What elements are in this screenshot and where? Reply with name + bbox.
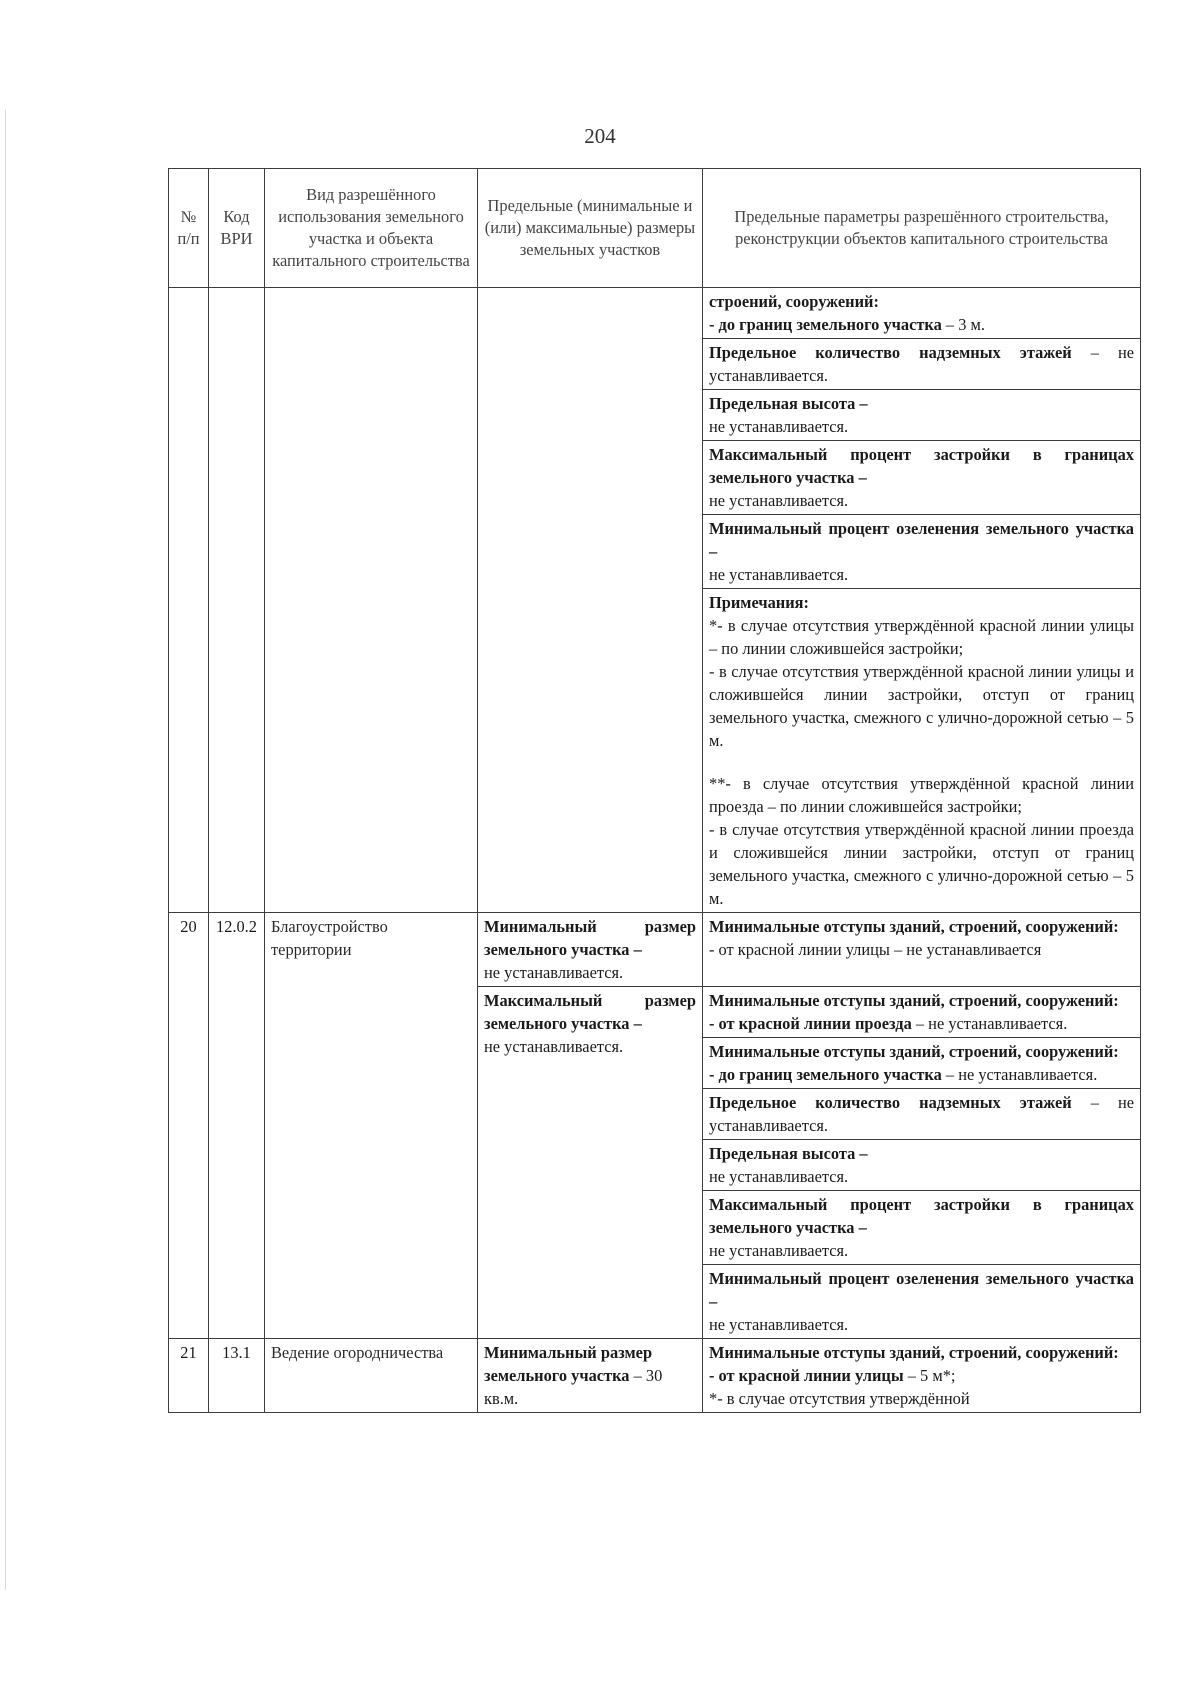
param-value: – 3 м.	[941, 315, 985, 334]
param-heading: Минимальный процент озеленения земельного участка –	[709, 1269, 1134, 1311]
param-heading: Минимальные отступы зданий, строений, сооружений:	[709, 991, 1119, 1010]
param-heading: Минимальные отступы зданий, строений, сооружений:	[709, 1042, 1119, 1061]
param-cell	[703, 515, 1141, 589]
param-heading: Предельное количество надземных этажей	[709, 1093, 1072, 1112]
param-value: не устанавливается.	[709, 417, 849, 436]
param-value: не устанавливается.	[709, 1167, 849, 1186]
size-value: не устанавливается.	[484, 1037, 624, 1056]
param-heading: Минимальные отступы зданий, строений, сооружений:	[709, 1343, 1119, 1362]
param-value: – не устанавливается.	[709, 1093, 1135, 1135]
param-heading: - от красной линии проезда	[709, 1014, 912, 1033]
cell-vri: Благоустройство территории	[265, 913, 478, 1339]
cell-num: 21	[169, 1339, 209, 1413]
scan-edge-line	[5, 110, 6, 1590]
size-value: не устанавливается.	[484, 963, 624, 982]
cell-vri: Ведение огородничества	[265, 1339, 478, 1413]
param-cell	[703, 1089, 1141, 1140]
param-cell	[703, 1038, 1141, 1089]
param-heading: Минимальный процент озеленения земельного участка –	[709, 519, 1134, 561]
param-cell	[703, 441, 1141, 515]
table-row	[169, 1339, 1141, 1413]
param-heading: Минимальные отступы зданий, строений, сооружений:	[709, 917, 1119, 936]
param-heading: Максимальный процент застройки в границах земельного участка –	[709, 445, 1134, 487]
note-text: *- в случае отсутствия утверждённой	[709, 1389, 970, 1408]
param-heading: Предельная высота –	[709, 394, 868, 413]
header-num: № п/п	[169, 169, 209, 288]
param-cell	[703, 1265, 1141, 1339]
cell-num: 20	[169, 913, 209, 1339]
param-heading: Предельное количество надземных этажей	[709, 343, 1072, 362]
cell-num-cont	[169, 288, 209, 913]
page-number: 204	[584, 124, 616, 148]
param-heading: - до границ земельного участка	[709, 315, 942, 334]
size-heading: Минимальный размер земельного участка –	[484, 917, 696, 959]
param-value: не устанавливается.	[709, 491, 849, 510]
cell-code: 12.0.2	[209, 913, 265, 1339]
param-value: не устанавливается.	[709, 565, 849, 584]
notes-cell	[703, 589, 1141, 913]
size-value: – 30 кв.м.	[484, 1366, 663, 1408]
param-value: не устанавливается.	[709, 1241, 849, 1260]
param-cell	[703, 288, 1141, 339]
param-cell	[703, 339, 1141, 390]
param-value: - от красной линии улицы – не устанавливается	[709, 940, 1042, 959]
land-use-table	[168, 168, 1141, 1413]
notes-title: Примечания:	[709, 593, 809, 612]
size-heading: Минимальный размер земельного участка	[484, 1343, 653, 1385]
size-cell	[478, 1339, 703, 1413]
note-text: - в случае отсутствия утверждённой красной линии улицы и сложившейся линии застройки, отступ от границ земельного участка, смежного с улично-дорожной сетью – 5 м.	[709, 662, 1134, 750]
param-value: – не устанавливается.	[911, 1014, 1068, 1033]
header-params: Предельные параметры разрешённого строительства, реконструкции объектов капитального строительства	[703, 169, 1141, 288]
size-cell	[478, 913, 703, 987]
header-size: Предельные (минимальные и (или) максимальные) размеры земельных участков	[478, 169, 703, 288]
note-text: *- в случае отсутствия утверждённой красной линии улицы – по линии сложившейся застройки;	[709, 616, 1134, 658]
cell-size-cont	[478, 288, 703, 913]
param-cell	[703, 987, 1141, 1038]
note-text: **- в случае отсутствия утверждённой красной линии проезда – по линии сложившейся застройки;	[709, 774, 1134, 816]
param-cell	[703, 1191, 1141, 1265]
table-row-continuation	[169, 288, 1141, 339]
cell-vri-cont	[265, 288, 478, 913]
header-vri: Вид разрешённого использования земельного участка и объекта капитального строительства	[265, 169, 478, 288]
param-heading: - от красной линии улицы	[709, 1366, 904, 1385]
param-value: не устанавливается.	[709, 1315, 849, 1334]
param-cell	[703, 913, 1141, 987]
param-heading: Предельная высота –	[709, 1144, 868, 1163]
size-heading: Максимальный размер земельного участка –	[484, 991, 696, 1033]
size-cell	[478, 987, 703, 1339]
param-heading: - до границ земельного участка	[709, 1065, 942, 1084]
table-header	[169, 169, 1141, 288]
param-value: – не устанавливается.	[709, 343, 1135, 385]
param-cell	[703, 1339, 1141, 1413]
cell-code-cont	[209, 288, 265, 913]
param-cell	[703, 390, 1141, 441]
cell-code: 13.1	[209, 1339, 265, 1413]
param-cell	[703, 1140, 1141, 1191]
table-row	[169, 913, 1141, 987]
header-code: Код ВРИ	[209, 169, 265, 288]
param-value: – 5 м*;	[903, 1366, 956, 1385]
note-text: - в случае отсутствия утверждённой красной линии проезда и сложившейся линии застройки, отступ от границ земельного участка, смежного с улично-дорожной сетью – 5 м.	[709, 820, 1134, 908]
param-value: – не устанавливается.	[941, 1065, 1098, 1084]
param-heading: Максимальный процент застройки в границах земельного участка –	[709, 1195, 1134, 1237]
param-heading: строений, сооружений:	[709, 292, 879, 311]
